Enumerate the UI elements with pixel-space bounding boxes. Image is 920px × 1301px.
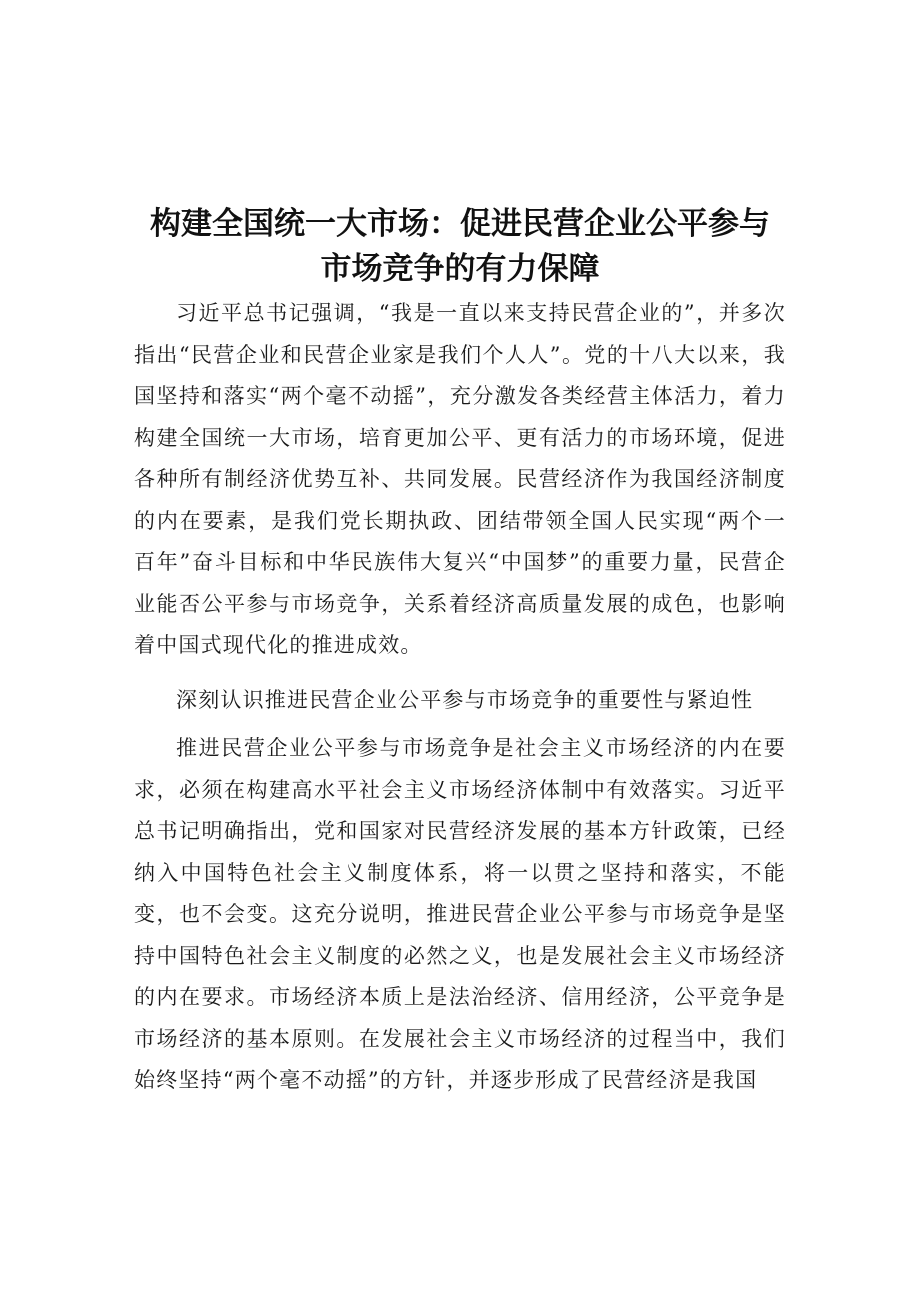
title-line-1: 构建全国统一大市场：促进民营企业公平参与	[150, 206, 770, 242]
section-heading: 深刻认识推进民营企业公平参与市场竞争的重要性与紧迫性	[176, 688, 754, 712]
body-paragraph-1: 习近平总书记强调，“我是一直以来支持民营企业的”，并多次指出“民营企业和民营企业家是我们个人人”。党的十八大以来，我国坚持和落实“两个毫不动摇”，充分激发各类经营主体活力，着力构建全国统一大市场，培育更加公平、更有活力的市场环境，促进各种所有制经济优势互补、共同发展。民营经济作为我国经济制度的内在要素，是我们党长期执政、团结带领全国人民实现“两个一百年”奋斗目标和中华民族伟大复兴“中国梦”的重要力量，民营企业能否公平参与市场竞争，关系着经济高质量发展的成色，也影响着中国式现代化的推进成效。	[134, 301, 786, 657]
body-paragraph-2: 推进民营企业公平参与市场竞争是社会主义市场经济的内在要求，必须在构建高水平社会主义市场经济体制中有效落实。习近平总书记明确指出，党和国家对民营经济发展的基本方针政策，已经纳入中国特色社会主义制度体系，将一以贯之坚持和落实，不能变，也不会变。这充分说明，推进民营企业公平参与市场竞争是坚持中国特色社会主义制度的必然之义，也是发展社会主义市场经济的内在要求。市场经济本质上是法治经济、信用经济，公平竞争是市场经济的基本原则。在发展社会主义市场经济的过程当中，我们始终坚持“两个毫不动摇”的方针，并逐步形成了民营经济是我国	[134, 736, 786, 1092]
document-title	[130, 202, 790, 292]
title-line-2: 市场竞争的有力保障	[320, 251, 600, 287]
